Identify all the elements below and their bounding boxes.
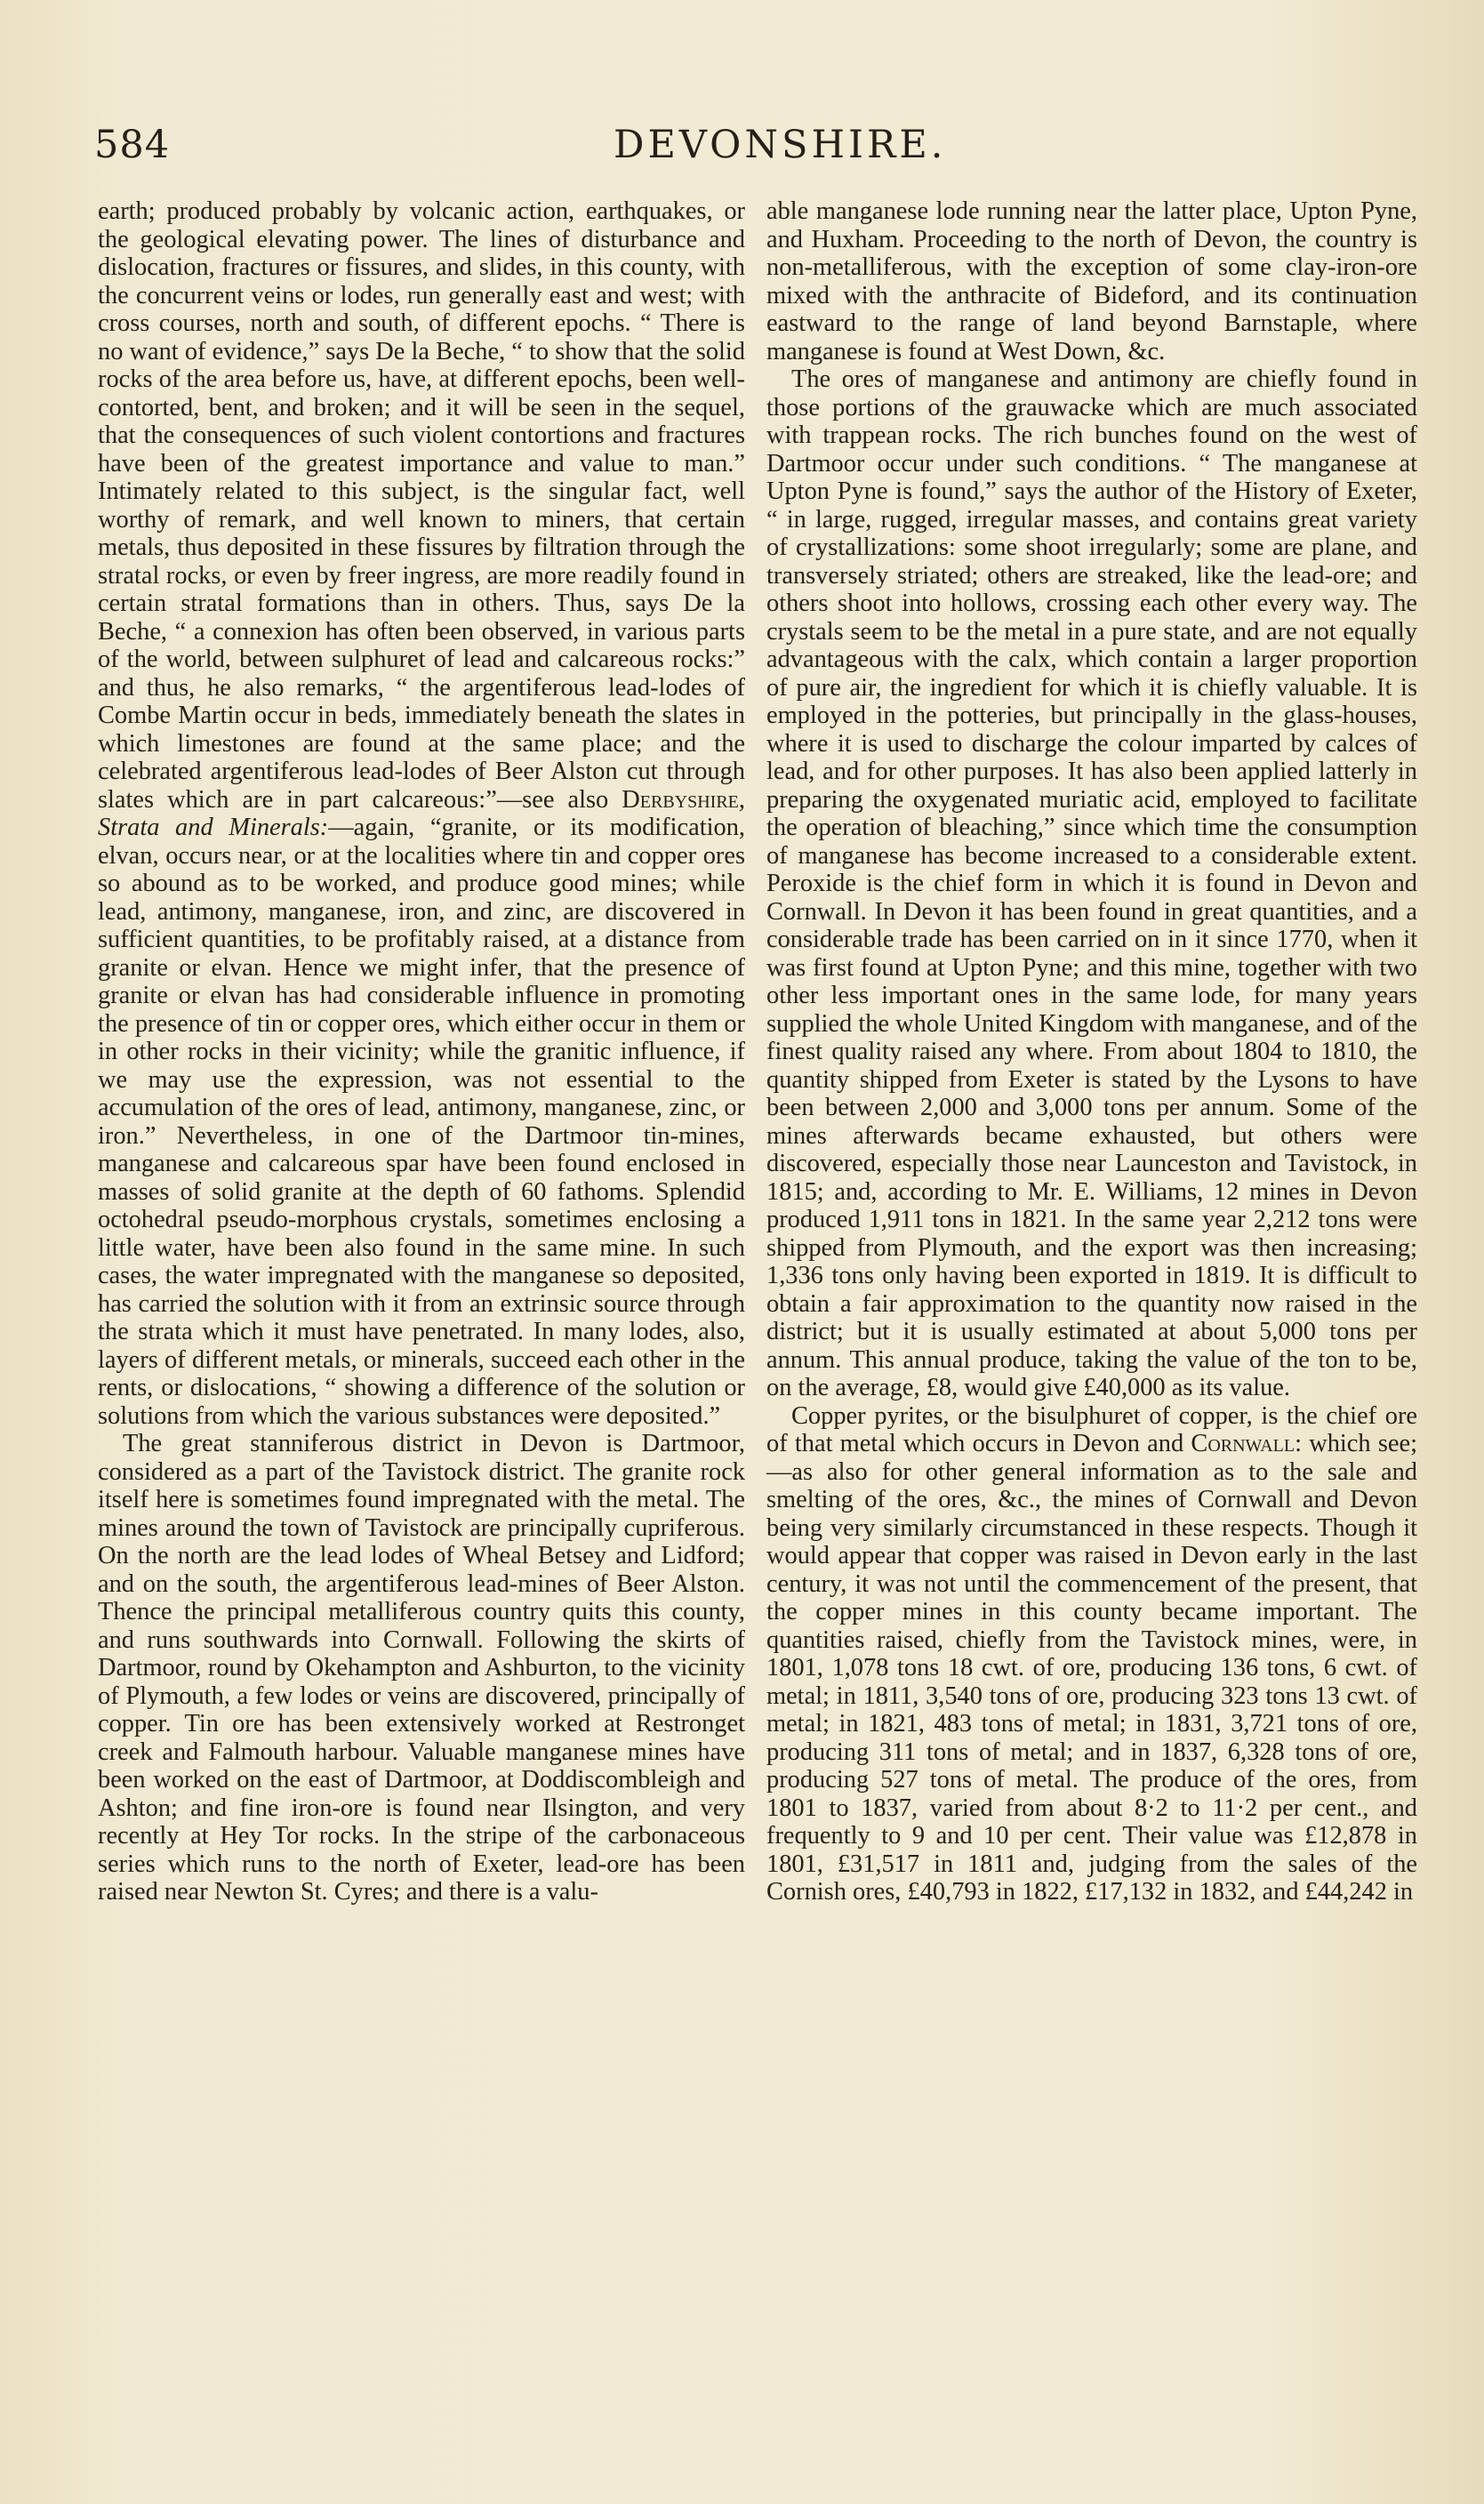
paragraph: able manganese lode running near the latter place, Upton Pyne, and Huxham. Proceeding to the north of Devon, the country is non-metalliferous, with the exception of some clay-iron-ore mixed with the anthracite of Bideford, and its continuation eastward to the range of land beyond Barnstaple, where manganese is found at West Down, &c.	[766, 197, 1417, 365]
cross-reference: Cornwall:	[1191, 1430, 1302, 1457]
paragraph: The great stanniferous district in Devon is Dartmoor, considered as a part of the Tavistock district. The granite rock itself here is sometimes found impregnated with the metal. The mines around the town of Tavistock are principally cupriferous. On the north are the lead lodes of Wheal Betsey and Lidford; and on the south, the argentiferous lead-mines of Beer Alston. Thence the principal metalliferous country quits this county, and runs southwards into Cornwall. Following the skirts of Dartmoor, round by Okehampton and Ashburton, to the vicinity of Plymouth, a few lodes or veins are discovered, principally of copper. Tin ore has been extensively worked at Restronget creek and Falmouth harbour. Valuable manganese mines have been worked on the east of Dartmoor, at Doddiscombleigh and Ashton; and fine iron-ore is found near Ilsington, and very recently at Hey Tor rocks. In the stripe of the carbonaceous series which runs to the north of Exeter, lead-ore has been raised near Newton St. Cyres; and there is a valu-	[98, 1430, 745, 1906]
page-number: 584	[94, 123, 171, 167]
paragraph-text: Copper pyrites, or the bisulphuret of copper, is the chief ore of that metal which occurs in Devon and	[766, 1401, 1417, 1457]
cross-reference: Derbyshire,	[622, 785, 745, 814]
left-column	[98, 197, 745, 1906]
cross-reference-title: Strata and Minerals:	[98, 814, 329, 841]
page-header	[94, 123, 1410, 176]
right-column	[766, 197, 1417, 1906]
paragraph: The ores of manganese and antimony are chiefly found in those portions of the grauwacke which are much associated with trappean rocks. The rich bunches found on the west of Dartmoor occur under such conditions. “ The manganese at Upton Pyne is found,” says the author of the History of Exeter, “ in large, rugged, irregular masses, and contains great variety of crystallizations: some shoot irregularly; some are plane, and transversely striated; others are streaked, like the lead-ore; and others shoot into hollows, crossing each other every way. The crystals seem to be the metal in a pure state, and are not equally advantageous with the calx, which contain a larger proportion of pure air, the ingredient for which it is chiefly valuable. It is employed in the potteries, but principally in the glass-houses, where it is used to discharge the colour imparted by calces of lead, and for other purposes. It has also been applied latterly in preparing the oxygenated muriatic acid, employed to facilitate the operation of bleaching,” since which time the consumption of manganese has become increased to a considerable extent. Peroxide is the chief form in which it is found in Devon and Cornwall. In Devon it has been found in great quantities, and a considerable trade has been carried on in it since 1770, when it was first found at Upton Pyne; and this mine, together with two other less important ones in the same lode, for many years supplied the whole United Kingdom with manganese, and of the finest quality raised any where. From about 1804 to 1810, the quantity shipped from Exeter is stated by the Lysons to have been between 2,000 and 3,000 tons per annum. Some of the mines afterwards became exhausted, but others were discovered, especially those near Launceston and Tavistock, in 1815; and, according to Mr. E. Williams, 12 mines in Devon produced 1,911 tons in 1821. In the same year 2,212 tons were shipped from Plymouth, and the export was then increasing; 1,336 tons only having been exported in 1819. It is difficult to obtain a fair approximation to the quantity now raised in the district; but it is usually estimated at about 5,000 tons per annum. This annual produce, taking the value of the ton to be, on the average, £8, would give £40,000 as its value.	[766, 365, 1417, 1401]
paragraph	[98, 197, 745, 1430]
paragraph-text: —again, “granite, or its modification, elvan, occurs near, or at the localities where tin and copper ores so abound as to be worked, and produce good mines; while lead, antimony, manganese, iron, and zinc, are discovered in sufficient quantities, to be profitably raised, at a distance from granite or elvan. Hence we might infer, that the presence of granite or elvan has had considerable influence in promoting the presence of tin or copper ores, which either occur in them or in other rocks in their vicinity; while the granitic influence, if we may use the expression, was not essential to the accumulation of the ores of lead, antimony, manganese, zinc, or iron.” Nevertheless, in one of the Dartmoor tin-mines, manganese and calcareous spar have been found enclosed in masses of solid granite at the depth of 60 fathoms. Splendid octohedral pseudo-morphous crystals, sometimes enclosing a little water, have been also found in the same mine. In such cases, the water impregnated with the manganese so deposited, has carried the solution with it from an extrinsic source through the strata which it must have penetrated. In many lodes, also, layers of different metals, or minerals, succeed each other in the rents, or dislocations, “ showing a difference of the solution or solutions from which the various substances were deposited.”	[98, 814, 745, 1430]
paragraph-text: earth; produced probably by volcanic action, earthquakes, or the geological elevating power. The lines of disturbance and dislocation, fractures or fissures, and slides, in this county, with the concurrent veins or lodes, run generally east and west; with cross courses, north and south, of different epochs. “ There is no want of evidence,” says De la Beche, “ to show that the solid rocks of the area before us, have, at different epochs, been well-contorted, bent, and broken; and it will be seen in the sequel, that the consequences of such violent contortions and fractures have been of the greatest importance and value to man.” Intimately related to this subject, is the singular fact, well worthy of remark, and well known to miners, that certain metals, thus deposited in these fissures by filtration through the stratal rocks, or even by freer ingress, are more readily found in certain stratal formations than in others. Thus, says De la Beche, “ a connexion has often been observed, in various parts of the world, between sulphuret of lead and calcareous rocks:” and thus, he also remarks, “ the argentiferous lead-lodes of Combe Martin occur in beds, immediately beneath the slates in which limestones are found at the same place; and the celebrated argentiferous lead-lodes of Beer Alston cut through slates which are in part calcareous:”—see also	[98, 197, 745, 814]
paragraph	[766, 1402, 1417, 1906]
running-title: DEVONSHIRE.	[614, 123, 947, 167]
paragraph-text: which see;—as also for other general information as to the sale and smelting of the ores, &c., the mines of Cornwall and Devon being very similarly circumstanced in these respects. Though it would appear that copper was raised in Devon early in the last century, it was not until the commencement of the present, that the copper mines in this county became important. The quantities raised, chiefly from the Tavistock mines, were, in 1801, 1,078 tons 18 cwt. of ore, producing 136 tons, 6 cwt. of metal; in 1811, 3,540 tons of ore, producing 323 tons 13 cwt. of metal; in 1821, 483 tons of metal; in 1831, 3,721 tons of ore, producing 311 tons of metal; and in 1837, 6,328 tons of ore, producing 527 tons of metal. The produce of the ores, from 1801 to 1837, varied from about 8·2 to 11·2 per cent., and frequently to 9 and 10 per cent. Their value was £12,878 in 1801, £31,517 in 1811 and, judging from the sales of the Cornish ores, £40,793 in 1822, £17,132 in 1832, and £44,242 in	[766, 1430, 1417, 1906]
